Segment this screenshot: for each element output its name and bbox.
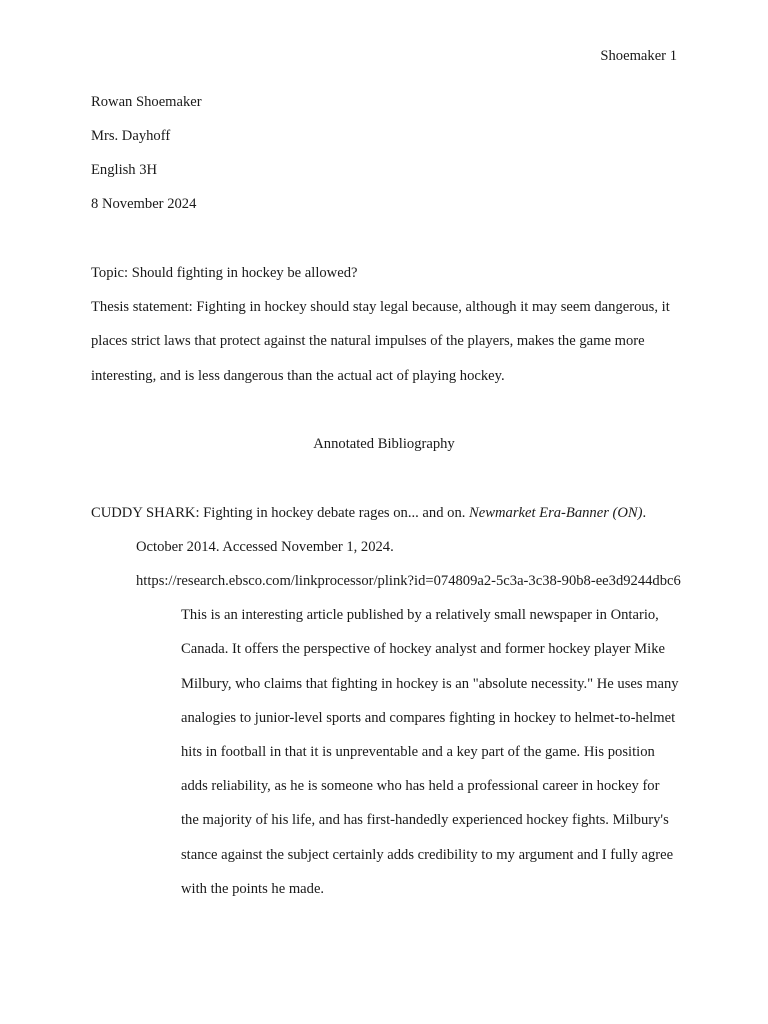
annotation-line: Milbury, who claims that fighting in hockey is an "absolute necessity." He uses many [181, 676, 679, 692]
annotation-line: hits in football in that it is unpreventable and a key part of the game. His position [181, 744, 655, 760]
citation-url: https://research.ebsco.com/linkprocessor/plink?id=074809a2-5c3a-3c38-90b8-ee3d9244dbc6 [136, 573, 681, 589]
section-title: Annotated Bibliography [313, 436, 455, 452]
student-name: Rowan Shoemaker [91, 94, 202, 110]
citation-line-2: October 2014. Accessed November 1, 2024. [136, 539, 394, 555]
thesis-line-2: places strict laws that protect against the natural impulses of the players, makes the game more [91, 333, 645, 349]
annotation-line: This is an interesting article published by a relatively small newspaper in Ontario, [181, 607, 659, 623]
course-name: English 3H [91, 162, 158, 178]
citation-line-1 [91, 503, 646, 523]
thesis-line-3: interesting, and is less dangerous than the actual act of playing hockey. [91, 368, 505, 384]
citation-title: CUDDY SHARK: Fighting in hockey debate rages on... and on. [91, 505, 470, 521]
teacher-name: Mrs. Dayhoff [91, 128, 171, 144]
citation-source: Newmarket Era-Banner (ON) [469, 505, 643, 521]
annotation-line: adds reliability, as he is someone who has held a professional career in hockey for [181, 778, 660, 794]
thesis-line-1: Thesis statement: Fighting in hockey should stay legal because, although it may seem dangerous, it [91, 299, 670, 315]
annotation-line: stance against the subject certainly adds credibility to my argument and I fully agree [181, 847, 674, 863]
topic-line: Topic: Should fighting in hockey be allowed? [91, 265, 358, 281]
annotation-line: with the points he made. [181, 881, 325, 897]
running-head: Shoemaker 1 [600, 48, 677, 64]
annotation-line: the majority of his life, and has first-handedly experienced hockey fights. Milbury's [181, 812, 669, 828]
document-date: 8 November 2024 [91, 196, 197, 212]
annotation-line: Canada. It offers the perspective of hockey analyst and former hockey player Mike [181, 641, 665, 657]
annotation-line: analogies to junior-level sports and compares fighting in hockey to helmet-to-helmet [181, 710, 676, 726]
citation-period: . [642, 505, 647, 521]
